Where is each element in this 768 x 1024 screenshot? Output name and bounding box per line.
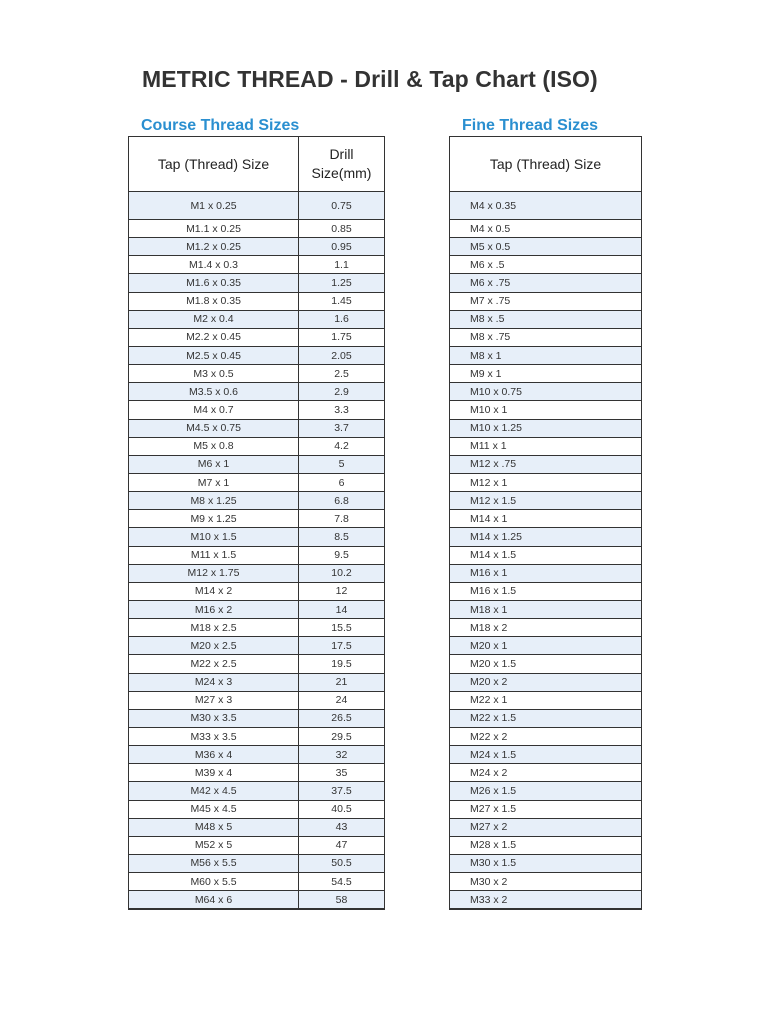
course-drill-cell: 47 (299, 837, 384, 855)
course-tap-cell: M45 x 4.5 (129, 801, 299, 819)
course-drill-cell: 2.5 (299, 365, 384, 383)
course-drill-cell: 2.9 (299, 383, 384, 401)
fine-tap-cell: M4 x 0.35 (450, 192, 641, 220)
fine-tap-cell: M22 x 2 (450, 728, 641, 746)
fine-tap-cell: M6 x .5 (450, 256, 641, 274)
course-tap-cell: M3 x 0.5 (129, 365, 299, 383)
fine-tap-cell: M22 x 1.5 (450, 710, 641, 728)
course-drill-cell: 12 (299, 583, 384, 601)
course-drill-cell: 0.75 (299, 192, 384, 220)
course-tap-cell: M12 x 1.75 (129, 565, 299, 583)
course-drill-cell: 8.5 (299, 528, 384, 546)
fine-tap-cell: M12 x 1.5 (450, 492, 641, 510)
fine-tap-cell: M22 x 1 (450, 692, 641, 710)
fine-tap-cell: M33 x 2 (450, 891, 641, 909)
course-col-drill-header (299, 137, 384, 192)
course-tap-cell: M2.2 x 0.45 (129, 329, 299, 347)
fine-tap-cell: M18 x 2 (450, 619, 641, 637)
fine-tap-cell: M16 x 1.5 (450, 583, 641, 601)
course-tap-cell: M52 x 5 (129, 837, 299, 855)
course-tap-cell: M1.6 x 0.35 (129, 274, 299, 292)
course-tap-cell: M4 x 0.7 (129, 401, 299, 419)
course-drill-cell: 2.05 (299, 347, 384, 365)
course-drill-cell: 4.2 (299, 438, 384, 456)
fine-tap-cell: M24 x 1.5 (450, 746, 641, 764)
course-tap-cell: M18 x 2.5 (129, 619, 299, 637)
course-tap-cell: M8 x 1.25 (129, 492, 299, 510)
fine-tap-cell: M10 x 0.75 (450, 383, 641, 401)
fine-tap-cell: M10 x 1 (450, 401, 641, 419)
course-tap-cell: M4.5 x 0.75 (129, 420, 299, 438)
fine-tap-cell: M4 x 0.5 (450, 220, 641, 238)
drill-size-label: Drill Size(mm) (311, 146, 372, 181)
fine-tap-cell: M30 x 2 (450, 873, 641, 891)
fine-tap-cell: M8 x 1 (450, 347, 641, 365)
fine-tap-cell: M8 x .5 (450, 311, 641, 329)
course-tap-cell: M64 x 6 (129, 891, 299, 909)
course-tap-cell: M39 x 4 (129, 764, 299, 782)
course-drill-cell: 6.8 (299, 492, 384, 510)
course-drill-cell: 35 (299, 764, 384, 782)
course-drill-cell: 54.5 (299, 873, 384, 891)
course-tap-cell: M48 x 5 (129, 819, 299, 837)
fine-tap-cell: M16 x 1 (450, 565, 641, 583)
course-drill-cell: 10.2 (299, 565, 384, 583)
course-drill-cell: 40.5 (299, 801, 384, 819)
course-tap-cell: M30 x 3.5 (129, 710, 299, 728)
course-tap-cell: M2.5 x 0.45 (129, 347, 299, 365)
course-drill-cell: 21 (299, 674, 384, 692)
course-tap-cell: M20 x 2.5 (129, 637, 299, 655)
course-drill-cell: 15.5 (299, 619, 384, 637)
course-drill-cell: 3.3 (299, 401, 384, 419)
fine-tap-cell: M27 x 2 (450, 819, 641, 837)
course-tap-cell: M1.8 x 0.35 (129, 293, 299, 311)
course-tap-cell: M2 x 0.4 (129, 311, 299, 329)
course-tap-cell: M16 x 2 (129, 601, 299, 619)
course-drill-cell: 43 (299, 819, 384, 837)
course-drill-cell: 7.8 (299, 510, 384, 528)
course-drill-cell: 1.6 (299, 311, 384, 329)
course-drill-cell: 5 (299, 456, 384, 474)
course-drill-cell: 29.5 (299, 728, 384, 746)
fine-tap-cell: M12 x 1 (450, 474, 641, 492)
course-tap-cell: M1.4 x 0.3 (129, 256, 299, 274)
fine-tap-cell: M14 x 1.25 (450, 528, 641, 546)
course-drill-cell: 50.5 (299, 855, 384, 873)
course-tap-cell: M33 x 3.5 (129, 728, 299, 746)
course-drill-cell: 58 (299, 891, 384, 909)
fine-tap-cell: M20 x 1.5 (450, 655, 641, 673)
fine-tap-cell: M14 x 1.5 (450, 547, 641, 565)
course-drill-cell: 9.5 (299, 547, 384, 565)
fine-tap-cell: M30 x 1.5 (450, 855, 641, 873)
fine-thread-heading: Fine Thread Sizes (462, 117, 599, 134)
course-drill-cell: 26.5 (299, 710, 384, 728)
course-tap-cell: M56 x 5.5 (129, 855, 299, 873)
course-tap-cell: M3.5 x 0.6 (129, 383, 299, 401)
fine-tap-cell: M20 x 1 (450, 637, 641, 655)
course-tap-cell: M6 x 1 (129, 456, 299, 474)
course-tap-cell: M36 x 4 (129, 746, 299, 764)
course-drill-cell: 19.5 (299, 655, 384, 673)
course-tap-cell: M11 x 1.5 (129, 547, 299, 565)
fine-col-tap-header: Tap (Thread) Size (450, 137, 641, 192)
course-tap-cell: M1 x 0.25 (129, 192, 299, 220)
fine-thread-table (449, 136, 642, 910)
fine-tap-cell: M7 x .75 (450, 293, 641, 311)
fine-tap-cell: M11 x 1 (450, 438, 641, 456)
course-drill-cell: 32 (299, 746, 384, 764)
course-drill-cell: 14 (299, 601, 384, 619)
course-drill-cell: 1.75 (299, 329, 384, 347)
fine-tap-cell: M10 x 1.25 (450, 420, 641, 438)
course-tap-cell: M5 x 0.8 (129, 438, 299, 456)
fine-tap-cell: M5 x 0.5 (450, 238, 641, 256)
course-drill-cell: 6 (299, 474, 384, 492)
fine-tap-cell: M24 x 2 (450, 764, 641, 782)
course-drill-cell: 0.85 (299, 220, 384, 238)
course-tap-cell: M24 x 3 (129, 674, 299, 692)
course-col-tap-header: Tap (Thread) Size (129, 137, 299, 192)
course-tap-cell: M27 x 3 (129, 692, 299, 710)
course-tap-cell: M42 x 4.5 (129, 782, 299, 800)
fine-tap-cell: M12 x .75 (450, 456, 641, 474)
course-tap-cell: M9 x 1.25 (129, 510, 299, 528)
course-tap-cell: M10 x 1.5 (129, 528, 299, 546)
fine-tap-cell: M28 x 1.5 (450, 837, 641, 855)
fine-tap-cell: M14 x 1 (450, 510, 641, 528)
course-tap-cell: M1.2 x 0.25 (129, 238, 299, 256)
fine-tap-cell: M20 x 2 (450, 674, 641, 692)
course-thread-heading: Course Thread Sizes (141, 117, 300, 134)
course-drill-cell: 17.5 (299, 637, 384, 655)
course-tap-cell: M14 x 2 (129, 583, 299, 601)
course-drill-cell: 1.45 (299, 293, 384, 311)
course-tap-cell: M7 x 1 (129, 474, 299, 492)
fine-tap-cell: M26 x 1.5 (450, 782, 641, 800)
course-drill-cell: 1.1 (299, 256, 384, 274)
course-thread-table (128, 136, 385, 910)
course-drill-cell: 0.95 (299, 238, 384, 256)
fine-tap-cell: M8 x .75 (450, 329, 641, 347)
course-drill-cell: 1.25 (299, 274, 384, 292)
fine-tap-cell: M27 x 1.5 (450, 801, 641, 819)
course-tap-cell: M60 x 5.5 (129, 873, 299, 891)
page-title: METRIC THREAD - Drill & Tap Chart (ISO) (142, 66, 598, 92)
fine-tap-cell: M18 x 1 (450, 601, 641, 619)
course-drill-cell: 37.5 (299, 782, 384, 800)
course-drill-cell: 24 (299, 692, 384, 710)
course-tap-cell: M1.1 x 0.25 (129, 220, 299, 238)
fine-tap-cell: M9 x 1 (450, 365, 641, 383)
fine-tap-cell: M6 x .75 (450, 274, 641, 292)
course-drill-cell: 3.7 (299, 420, 384, 438)
course-tap-cell: M22 x 2.5 (129, 655, 299, 673)
